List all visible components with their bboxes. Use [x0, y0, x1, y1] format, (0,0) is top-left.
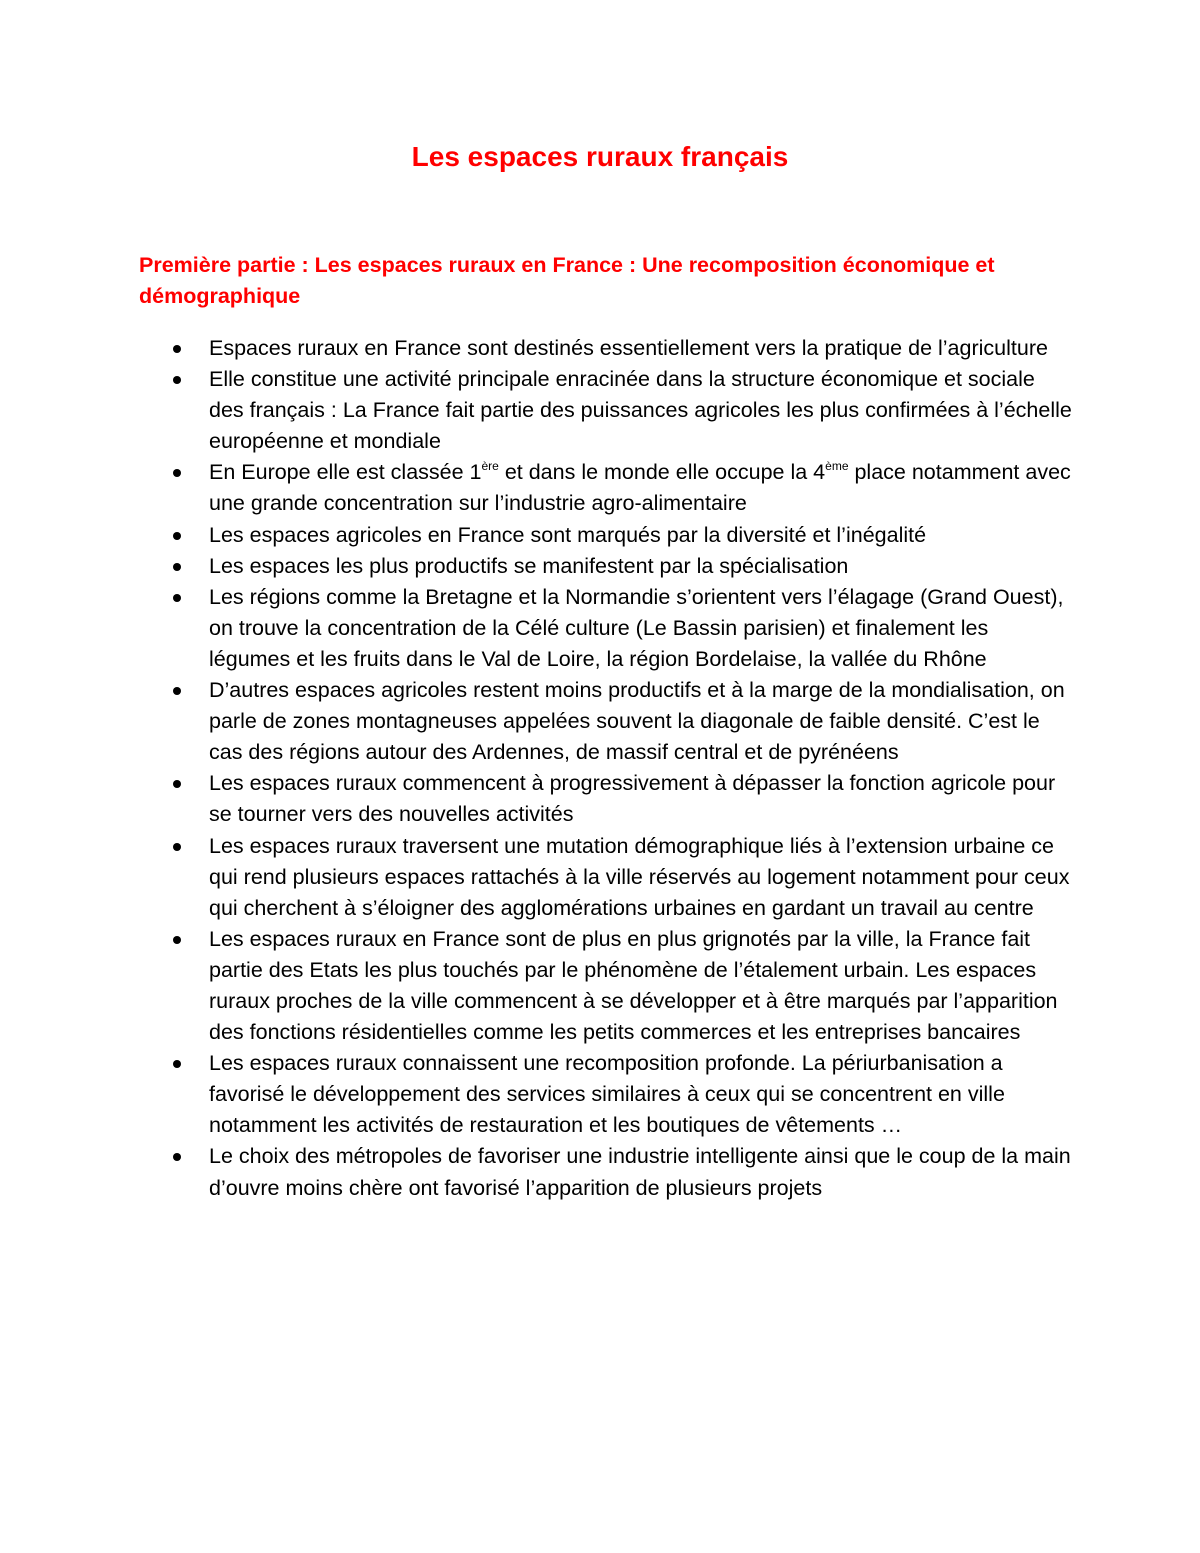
bullet-icon [173, 469, 181, 477]
list-item-text-part: et dans le monde elle occupe la 4 [498, 460, 826, 485]
list-item [139, 364, 1074, 457]
list-item-text: Les espaces ruraux en France sont de plus en plus grignotés par la ville, la France fait partie des Etats les plus touchés par le phénomène de l’étalement urbain. Les espaces ruraux proches de la ville commencent à se développer et à être marqués par l’apparition des fonctions résidentielles comme les petits commerces et les entreprises bancaires [209, 926, 1058, 1045]
bullet-icon [173, 843, 181, 851]
ordinal-superscript: ème [825, 459, 849, 474]
bullet-icon [173, 345, 181, 353]
list-item [139, 831, 1074, 924]
list-item [139, 520, 1074, 551]
bullet-icon [173, 780, 181, 788]
bullet-icon [173, 1153, 181, 1161]
list-item-text: Elle constitue une activité principale enracinée dans la structure économique et sociale des français : La France fait partie des puissances agricoles les plus confirmées à l’échelle européenne et mondiale [209, 367, 1072, 454]
list-item-text: Les espaces les plus productifs se manifestent par la spécialisation [209, 553, 849, 578]
bullet-icon [173, 376, 181, 384]
list-item-text: Les espaces ruraux connaissent une recomposition profonde. La périurbanisation a favorisé le développement des services similaires à ceux qui se concentrent en ville notamment les activités de restauration et les boutiques de vêtements … [209, 1051, 1005, 1138]
list-item [139, 582, 1074, 675]
bullet-icon [173, 687, 181, 695]
list-item [139, 457, 1074, 519]
bullet-icon [173, 594, 181, 602]
list-item-text-part: place notamment avec une grande concentration sur l’industrie agro-alimentaire [209, 460, 1071, 516]
document-title: Les espaces ruraux français [411, 141, 789, 172]
bullet-icon [173, 1060, 181, 1068]
list-item [139, 1141, 1074, 1203]
list-item-text: Les espaces ruraux traversent une mutation démographique liés à l’extension urbaine ce qui rend plusieurs espaces rattachés à la ville réservés au logement notamment pour ceux qui cherchent à s’éloigner des agglomérations urbaines en gardant un travail au centre [209, 833, 1070, 920]
list-item [139, 333, 1074, 364]
list-item-text: Les régions comme la Bretagne et la Normandie s’orientent vers l’élagage (Grand Ouest), on trouve la concentration de la Célé culture (Le Bassin parisien) et finalement les légumes et les fruits dans le Val de Loire, la région Bordelaise, la vallée du Rhône [209, 584, 1064, 671]
list-item-text: D’autres espaces agricoles restent moins productifs et à la marge de la mondialisation, on parle de zones montagneuses appelées souvent la diagonale de faible densité. C’est le cas des régions autour des Ardennes, de massif central et de pyrénéens [209, 678, 1065, 765]
bullet-icon [173, 532, 181, 540]
list-item-text: Les espaces agricoles en France sont marqués par la diversité et l’inégalité [209, 522, 927, 547]
list-item [139, 675, 1074, 768]
bullet-list [139, 333, 1074, 1204]
bullet-icon [173, 936, 181, 944]
list-item-text: Les espaces ruraux commencent à progressivement à dépasser la fonction agricole pour se tourner vers des nouvelles activités [209, 771, 1056, 827]
bullet-icon [173, 563, 181, 571]
list-item-text: Le choix des métropoles de favoriser une industrie intelligente ainsi que le coup de la main d’ouvre moins chère ont favorisé l’apparition de plusieurs projets [209, 1144, 1071, 1200]
section-heading: Première partie : Les espaces ruraux en France : Une recomposition économique et démographique [139, 253, 995, 308]
list-item [139, 924, 1074, 1048]
list-item-text: Espaces ruraux en France sont destinés essentiellement vers la pratique de l’agriculture [209, 336, 1048, 360]
list-item [139, 551, 1074, 582]
list-item-text-part: En Europe elle est classée 1 [209, 460, 482, 485]
list-item [139, 768, 1074, 830]
ordinal-superscript: ère [481, 459, 499, 474]
list-item [139, 1048, 1074, 1141]
